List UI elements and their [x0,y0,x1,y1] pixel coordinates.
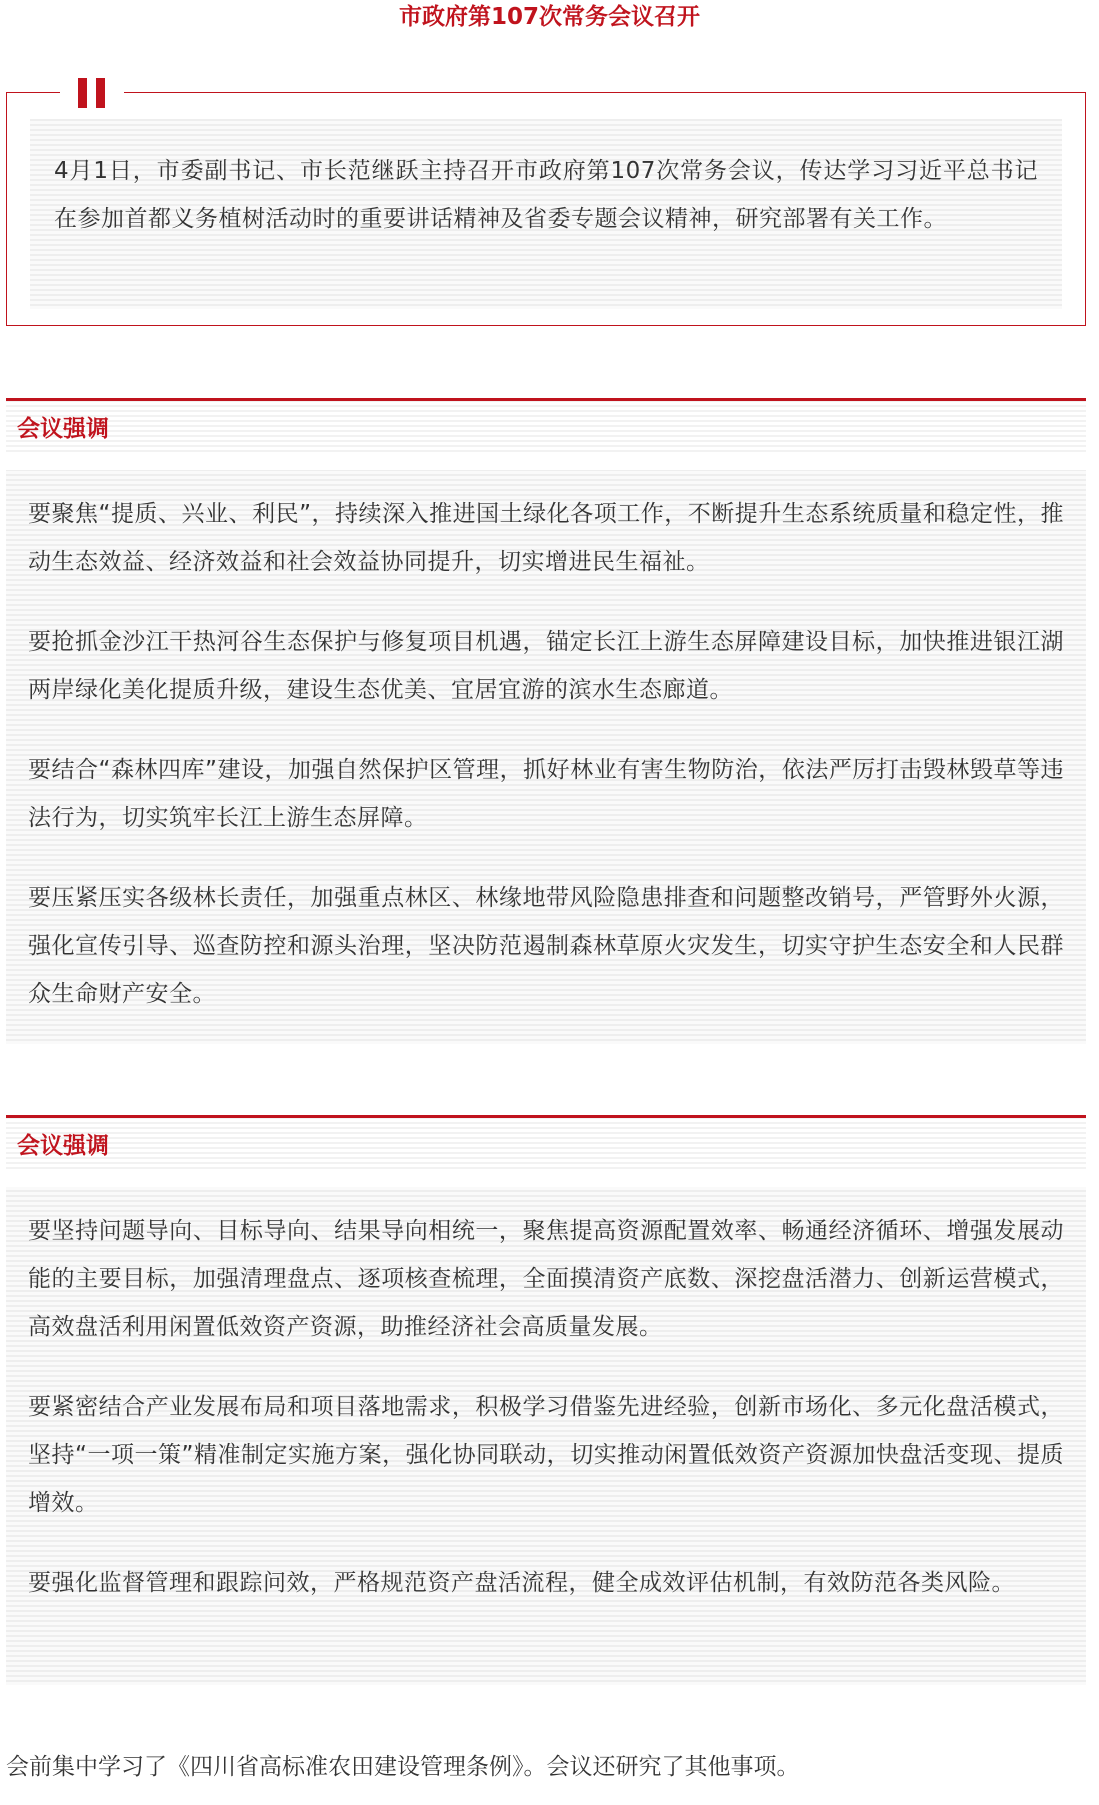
section-body-2 [6,1187,1086,1685]
intro-paragraph: 4月1日，市委副书记、市长范继跃主持召开市政府第107次常务会议，传达学习习近平总书记在参加首都义务植树活动时的重要讲话精神及省委专题会议精神，研究部署有关工作。 [54,158,1038,232]
paragraph: 要强化监督管理和跟踪问效，严格规范资产盘活流程，健全成效评估机制，有效防范各类风险。 [28,1570,1015,1596]
paragraph: 要压紧压实各级林长责任，加强重点林区、林缘地带风险隐患排查和问题整改销号，严管野外火源，强化宣传引导、巡查防控和源头治理，坚决防范遏制森林草原火灾发生，切实守护生态安全和人民群众生命财产安全。 [28,885,1064,1007]
intro-box [30,119,1062,309]
paragraph: 要结合“森林四库”建设，加强自然保护区管理，抓好林业有害生物防治，依法严厉打击毁林毁草等违法行为，切实筑牢长江上游生态屏障。 [28,757,1064,831]
paragraph: 要聚焦“提质、兴业、利民”，持续深入推进国土绿化各项工作，不断提升生态系统质量和稳定性，推动生态效益、经济效益和社会效益协同提升，切实增进民生福祉。 [28,501,1064,575]
section-body-1 [6,470,1086,1044]
section-heading: 会议强调 [17,416,109,442]
paragraph: 要紧密结合产业发展布局和项目落地需求，积极学习借鉴先进经验，创新市场化、多元化盘活模式，坚持“一项一策”精准制定实施方案，强化协同联动，切实推动闲置低效资产资源加快盘活变现、提质增效。 [28,1394,1064,1516]
double-bar-icon [60,78,124,108]
section-heading: 会议强调 [17,1133,109,1159]
page-title: 市政府第107次常务会议召开 [398,4,700,30]
closing-paragraph: 会前集中学习了《四川省高标准农田建设管理条例》。会议还研究了其他事项。 [6,1754,800,1780]
paragraph: 要抢抓金沙江干热河谷生态保护与修复项目机遇，锚定长江上游生态屏障建设目标，加快推进银江湖两岸绿化美化提质升级，建设生态优美、宜居宜游的滨水生态廊道。 [28,629,1064,703]
section-header-2 [6,1115,1086,1172]
paragraph: 要坚持问题导向、目标导向、结果导向相统一，聚焦提高资源配置效率、畅通经济循环、增强发展动能的主要目标，加强清理盘点、逐项核查梳理，全面摸清资产底数、深挖盘活潜力、创新运营模式，高效盘活利用闲置低效资产资源，助推经济社会高质量发展。 [28,1218,1064,1340]
section-header-1 [6,398,1086,455]
